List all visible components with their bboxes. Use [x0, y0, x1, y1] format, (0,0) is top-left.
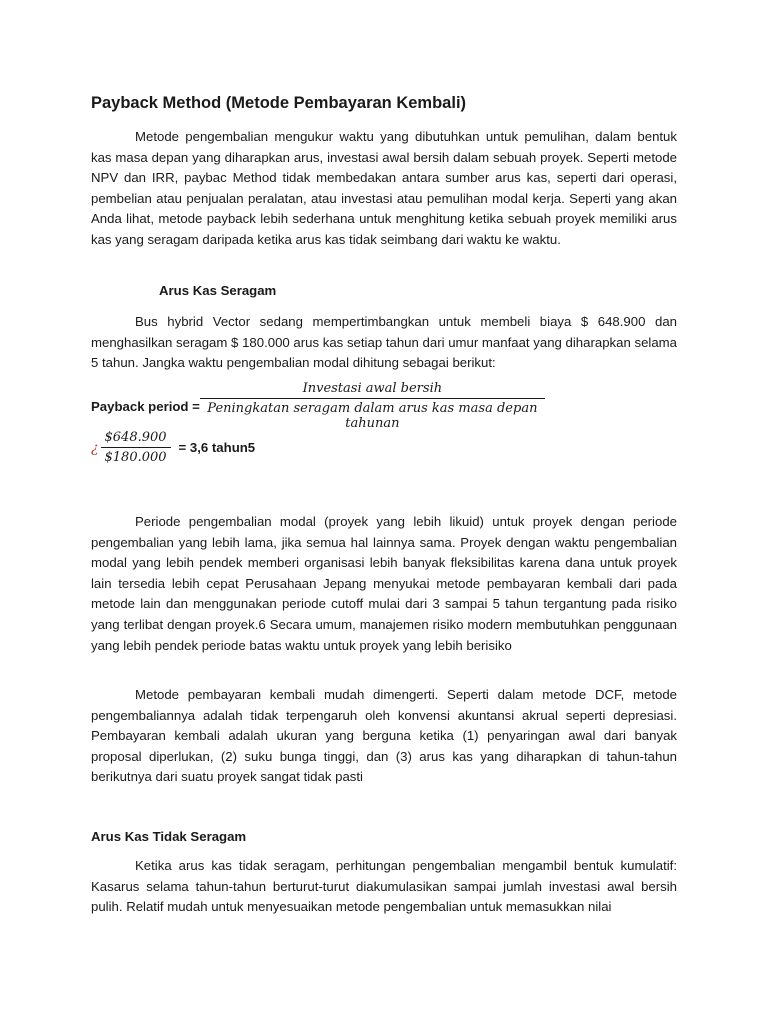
calc-numerator: $648.900	[104, 430, 167, 445]
formula-numerator: Investasi awal bersih	[302, 381, 443, 396]
intro-paragraph: Metode pengembalian mengukur waktu yang dibutuhkan untuk pemulihan, dalam bentuk kas masa depan yang diharapkan arus, investasi awal bersih dalam sebuah proyek. Seperti metode NPV dan IRR, paybac Method tidak membedakan antara sumber arus kas, seperti dari operasi, pembelian atau penjualan peralatan, atau investasi atau pemulihan modal kerja. Seperti yang akan Anda lihat, metode payback lebih sederhana untuk menghitung ketika sebuah proyek memiliki arus kas yang seragam daripada ketika arus kas tidak seimbang dari waktu ke waktu.	[91, 129, 677, 247]
heading-arus-kas-tidak-seragam: Arus Kas Tidak Seragam	[91, 829, 247, 844]
formula-label: Payback period =	[91, 398, 200, 414]
formula-fraction	[200, 381, 545, 431]
calc-result: = 3,6 tahun5	[178, 440, 256, 455]
calc-fraction	[101, 430, 171, 465]
tidak-seragam-paragraph: Ketika arus kas tidak seragam, perhitungan pengembalian mengambil bentuk kumulatif: Kasarus selama tahun-tahun berturut-turut diakumulasikan sampai jumlah investasi awal bersih pulih. Relatif mudah untuk menyesuaikan metode pengembalian untuk memasukkan nilai	[91, 858, 677, 915]
mudah-paragraph: Metode pembayaran kembali mudah dimengerti. Seperti dalam metode DCF, metode pengembaliannya adalah tidak terpengaruh oleh konvensi akuntansi akrual seperti depresiasi. Pembayaran kembali adalah ukuran yang berguna ketika (1) penyaringan awal dari banyak proposal diperlukan, (2) suku bunga tinggi, dan (3) arus kas yang diharapkan di tahun-tahun berikutnya dari suatu proyek sangat tidak pasti	[91, 687, 677, 785]
heading-arus-kas-seragam: Arus Kas Seragam	[159, 283, 277, 298]
formula-denominator: Peningkatan seragam dalam arus kas masa depan tahunan	[200, 398, 545, 431]
bus-paragraph: Bus hybrid Vector sedang mempertimbangkan untuk membeli biaya $ 648.900 dan menghasilkan seragam $ 180.000 arus kas setiap tahun dari umur manfaat yang diharapkan selama 5 tahun. Jangka waktu pengembalian modal dihitung sebagai berikut:	[91, 314, 677, 371]
payback-formula	[91, 381, 545, 431]
page-title: Payback Method (Metode Pembayaran Kembali)	[91, 94, 467, 112]
calc-marker: ¿	[91, 439, 99, 456]
calc-denominator: $180.000	[101, 447, 171, 465]
payback-calculation	[91, 430, 255, 465]
periode-paragraph: Periode pengembalian modal (proyek yang lebih likuid) untuk proyek dengan periode pengembalian yang lebih lama, jika semua hal lainnya sama. Proyek dengan waktu pengembalian modal yang lebih pendek memberi organisasi lebih banyak fleksibilitas karena dana untuk proyek lain tersedia lebih cepat Perusahaan Jepang menyukai metode pembayaran kembali dari pada metode lain dan menggunakan periode cutoff mulai dari 3 sampai 5 tahun tergantung pada risiko yang terlibat dengan proyek.6 Secara umum, manajemen risiko modern membutuhkan penggunaan yang lebih pendek periode batas waktu untuk proyek yang lebih berisiko	[91, 514, 677, 653]
